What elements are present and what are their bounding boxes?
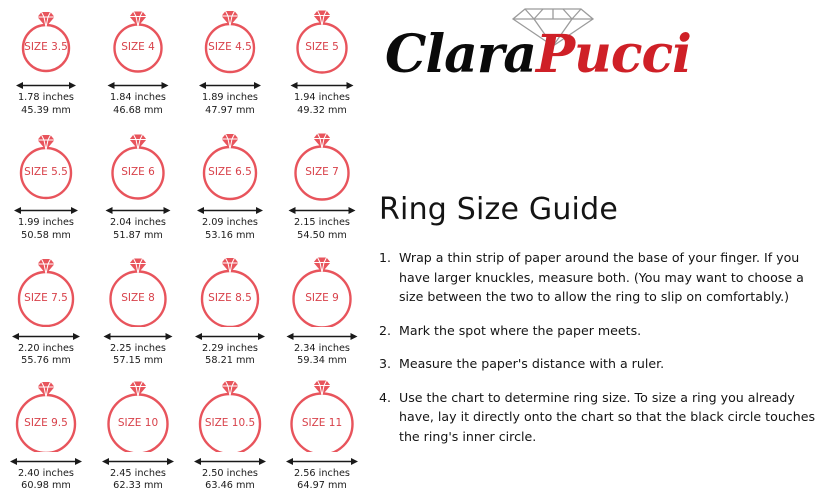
diameter-arrow-icon [98, 77, 178, 90]
ring-size-cell [0, 125, 92, 250]
ring-diameter-mm: 62.33 mm [113, 480, 163, 492]
ring-size-cell [92, 125, 184, 250]
ring-size-cell [0, 376, 92, 501]
diameter-arrow-icon [6, 328, 86, 341]
diameter-arrow-icon [190, 77, 270, 90]
ring-illustration [99, 253, 177, 327]
ring-diameter-mm: 55.76 mm [21, 355, 71, 366]
instruction-step [379, 248, 827, 307]
ring-size-label: SIZE 7 [305, 166, 339, 179]
ring-size-cell [0, 251, 92, 376]
ring-size-cell [276, 0, 368, 125]
brand-name-second: Pucci [535, 24, 691, 85]
ring-size-label: SIZE 8 [121, 291, 155, 304]
ring-diameter-mm: 53.16 mm [205, 229, 255, 241]
ring-diameter-inches: 2.20 inches [18, 342, 74, 354]
ring-size-cell [184, 0, 276, 125]
instruction-step-text: Use the chart to determine ring size. To size a ring you already have, lay it directly onto the chart so that the black circle touches the ring's inner circle. [399, 389, 816, 444]
ring-measurements [202, 343, 258, 368]
ring-illustration [283, 253, 361, 327]
ring-diameter-inches: 2.40 inches [18, 467, 74, 479]
instruction-step-text: Mark the spot where the paper meets. [399, 322, 642, 338]
ring-diameter-inches: 2.56 inches [294, 467, 350, 479]
ring-size-cell [184, 251, 276, 376]
ring-diameter-inches: 1.84 inches [110, 92, 166, 103]
ring-illustration [7, 2, 85, 76]
instruction-step [379, 388, 827, 447]
instruction-step [379, 354, 827, 374]
ring-diameter-mm: 54.50 mm [297, 229, 347, 241]
ring-size-label: SIZE 3.5 [24, 41, 68, 53]
instruction-step [379, 321, 827, 341]
diameter-arrow-icon [6, 453, 86, 466]
ring-measurements [202, 92, 258, 117]
ring-measurements [18, 217, 74, 242]
ring-size-label: SIZE 6.5 [208, 166, 252, 179]
ring-size-cell [276, 125, 368, 250]
ring-size-cell [92, 376, 184, 501]
ring-diameter-mm: 45.39 mm [21, 104, 71, 116]
ring-size-label: SIZE 9.5 [24, 416, 68, 429]
ring-diameter-mm: 60.98 mm [21, 480, 71, 492]
ring-size-cell [184, 125, 276, 250]
diameter-arrow-icon [282, 77, 362, 90]
diameter-arrow-icon [98, 202, 178, 215]
ring-diameter-mm: 63.46 mm [205, 480, 255, 492]
ring-size-label: SIZE 10 [117, 416, 159, 429]
ring-size-cell [92, 251, 184, 376]
instruction-step-number: 2. [379, 322, 392, 338]
ring-diameter-inches: 2.34 inches [294, 342, 350, 354]
ring-illustration [99, 127, 177, 201]
ring-illustration [283, 2, 361, 76]
diameter-arrow-icon [190, 453, 270, 466]
instruction-step-number: 4. [379, 389, 392, 405]
ring-measurements [110, 468, 166, 493]
diameter-arrow-icon [98, 328, 178, 341]
instruction-step-number: 1. [379, 250, 392, 265]
ring-diameter-mm: 47.97 mm [205, 104, 255, 116]
ring-diameter-inches: 2.45 inches [110, 467, 166, 479]
ring-diameter-inches: 2.15 inches [294, 217, 350, 229]
diameter-arrow-icon [190, 328, 270, 341]
ring-measurements [18, 468, 74, 493]
ring-diameter-mm: 58.21 mm [205, 355, 255, 366]
ring-measurements [294, 468, 350, 493]
ring-measurements [202, 468, 258, 493]
ring-diameter-mm: 50.58 mm [21, 229, 71, 241]
instructions-list [379, 248, 827, 460]
ring-diameter-mm: 49.32 mm [297, 104, 347, 116]
ring-illustration [283, 127, 361, 201]
ring-diameter-inches: 1.78 inches [18, 92, 74, 103]
ring-diameter-mm: 64.97 mm [297, 480, 347, 492]
ring-diameter-inches: 2.04 inches [110, 217, 166, 229]
ring-size-label: SIZE 11 [301, 416, 343, 429]
diameter-arrow-icon [282, 202, 362, 215]
instruction-step-text: Wrap a thin strip of paper around the base of your finger. If you have larger knuckles, measure both. (You may want to choose a size between the two to allow the ring to slip on comfortably.) [399, 250, 804, 304]
ring-measurements [294, 217, 350, 242]
ring-diameter-inches: 2.29 inches [202, 342, 258, 354]
diameter-arrow-icon [98, 453, 178, 466]
ring-measurements [18, 343, 74, 368]
ring-diameter-mm: 46.68 mm [113, 104, 163, 116]
brand-logo [378, 4, 778, 96]
instruction-step-number: 3. [379, 356, 392, 371]
ring-size-label: SIZE 9 [305, 291, 339, 304]
ring-size-cell [0, 0, 92, 125]
ring-illustration [191, 127, 269, 201]
ring-illustration [99, 2, 177, 76]
ring-diameter-inches: 2.09 inches [202, 217, 258, 229]
page-title: Ring Size Guide [379, 192, 618, 227]
ring-illustration [7, 378, 85, 452]
ring-diameter-inches: 1.99 inches [18, 217, 74, 229]
ring-size-label: SIZE 10.5 [204, 416, 256, 429]
ring-illustration [283, 378, 361, 452]
ring-diameter-inches: 2.25 inches [110, 342, 166, 354]
ring-diameter-inches: 2.50 inches [202, 467, 258, 479]
ring-measurements [294, 92, 350, 117]
ring-illustration [191, 2, 269, 76]
ring-measurements [110, 217, 166, 242]
ring-size-label: SIZE 4 [121, 41, 155, 53]
ring-measurements [294, 343, 350, 368]
ring-measurements [110, 92, 166, 117]
ring-diameter-inches: 1.94 inches [294, 92, 350, 103]
diameter-arrow-icon [6, 202, 86, 215]
diameter-arrow-icon [190, 202, 270, 215]
brand-name-first: Clara [385, 24, 536, 85]
ring-illustration [191, 253, 269, 327]
ring-size-cell [92, 0, 184, 125]
ring-diameter-mm: 51.87 mm [113, 229, 163, 241]
ring-size-label: SIZE 5.5 [24, 166, 68, 179]
ring-size-label: SIZE 4.5 [208, 41, 252, 53]
ring-diameter-mm: 59.34 mm [297, 355, 347, 366]
ring-size-chart [0, 0, 368, 501]
ring-illustration [191, 378, 269, 452]
ring-illustration [7, 127, 85, 201]
ring-size-cell [276, 376, 368, 501]
ring-size-label: SIZE 8.5 [208, 291, 252, 304]
ring-diameter-inches: 1.89 inches [202, 92, 258, 103]
ring-illustration [99, 378, 177, 452]
diameter-arrow-icon [282, 328, 362, 341]
ring-measurements [110, 343, 166, 368]
diameter-arrow-icon [282, 453, 362, 466]
ring-size-label: SIZE 6 [121, 166, 155, 179]
ring-illustration [7, 253, 85, 327]
brand-name [385, 24, 785, 85]
ring-size-cell [184, 376, 276, 501]
ring-size-label: SIZE 7.5 [24, 291, 68, 304]
ring-diameter-mm: 57.15 mm [113, 355, 163, 366]
ring-measurements [18, 92, 74, 117]
ring-measurements [202, 217, 258, 242]
right-panel [368, 0, 839, 501]
ring-size-cell [276, 251, 368, 376]
instruction-step-text: Measure the paper's distance with a ruler. [399, 356, 665, 371]
diameter-arrow-icon [6, 77, 86, 90]
ring-size-label: SIZE 5 [305, 41, 339, 53]
